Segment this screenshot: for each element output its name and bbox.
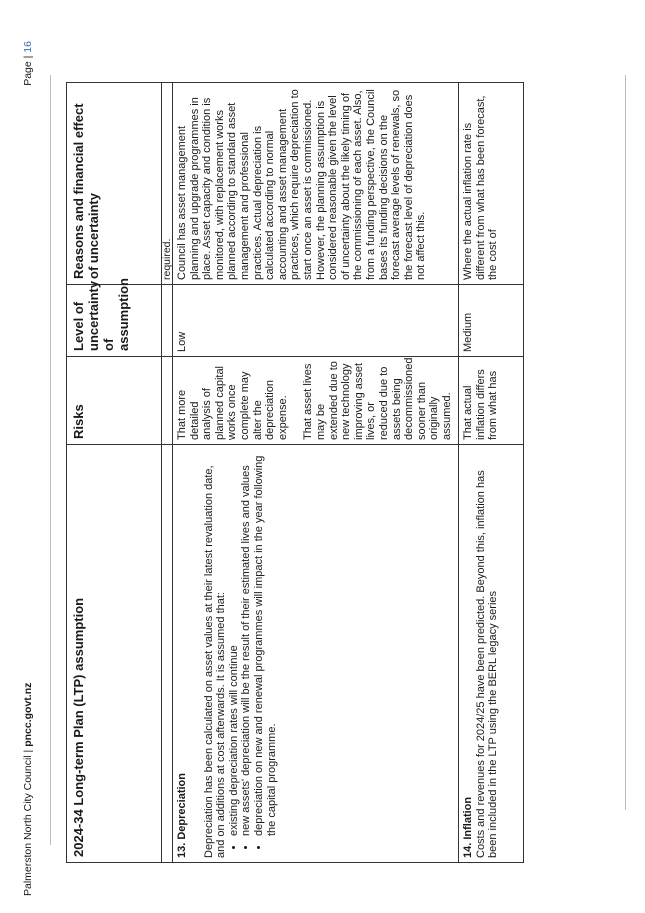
reasons-cell: Council has asset management planning and upgrade programmes in place. Asset capacity and condition is monitored, with replacement works planned according to standard asset management and professional practices. Actual depreciation is calculated according to normal accounting and asset management practices, which require depreciation to start once an asset is commissioned. However, the planning assumption is considered reasonable given the level of uncertainty about the likely timing of the commissioning of each asset. Also, from a funding perspective, the Council bases its funding decisions on the forecast average levels of renewals, so the forecast level of depreciation does not affect this. (173, 83, 459, 285)
carryover-text: required. (162, 83, 173, 285)
risk-paragraph: That more detailed analysis of planned capital works once complete may alter the depreciation expense. (176, 365, 289, 440)
table-row (173, 83, 459, 863)
carryover-cell (162, 285, 173, 357)
assumption-cell (173, 445, 459, 863)
risks-cell: That actual inflation differs from what has (459, 357, 524, 445)
list-item: • depreciation on new and renewal programmes will impact in the year following the capital programme. (253, 449, 278, 836)
assumption-cell (459, 445, 524, 863)
header-risks: Risks (67, 357, 162, 445)
carryover-row (162, 83, 173, 863)
assumption-bullet-list (228, 449, 278, 858)
list-item: • existing depreciation rates will continue (228, 449, 241, 836)
footer-rule (50, 75, 51, 845)
footer-org: Palmerston North City Council (22, 755, 34, 896)
header-reasons: Reasons and financial effect of uncertainty (67, 83, 162, 285)
row-intro: Costs and revenues for 2024/25 have been predicted. Beyond this, inflation has been included in the LTP using the BERL legacy series (474, 470, 500, 858)
footer-site-link[interactable]: pncc.govt.nz (22, 682, 34, 747)
page-footer (20, 41, 36, 896)
header-rule (625, 75, 626, 810)
table-row (459, 83, 524, 863)
risks-cell (173, 357, 459, 445)
table-header-row (67, 83, 162, 863)
header-level: Level of uncertainty of assumption (67, 285, 162, 357)
list-item: • new assets' depreciation will be the result of their estimated lives and values (240, 449, 253, 836)
risk-paragraph: That asset lives may be extended due to new technology improving asset lives, or reduced due to assets being decommissioned sooner than originally assumed. (302, 357, 453, 440)
page-number: 16 (22, 41, 34, 53)
page-separator: | (22, 55, 34, 59)
row-title: 13. Depreciation (176, 773, 188, 858)
footer-separator: | (22, 749, 34, 753)
carryover-cell (162, 445, 173, 863)
page-label: Page (22, 61, 34, 86)
header-assumption: 2024-34 Long-term Plan (LTP) assumption (67, 445, 162, 863)
row-intro: Depreciation has been calculated on asset values at their latest revaluation date, and on additions at cost afterwards. It is assumed that: (202, 465, 228, 858)
reasons-cell: Where the actual inflation rate is different from what has been forecast, the cost of (459, 83, 524, 285)
assumptions-table (66, 82, 524, 863)
level-cell: Low (173, 285, 459, 357)
row-title: 14. Inflation (462, 796, 474, 858)
assumptions-table-frame (66, 83, 617, 863)
level-cell: Medium (459, 285, 524, 357)
carryover-cell (162, 357, 173, 445)
page-number-block (20, 41, 36, 86)
